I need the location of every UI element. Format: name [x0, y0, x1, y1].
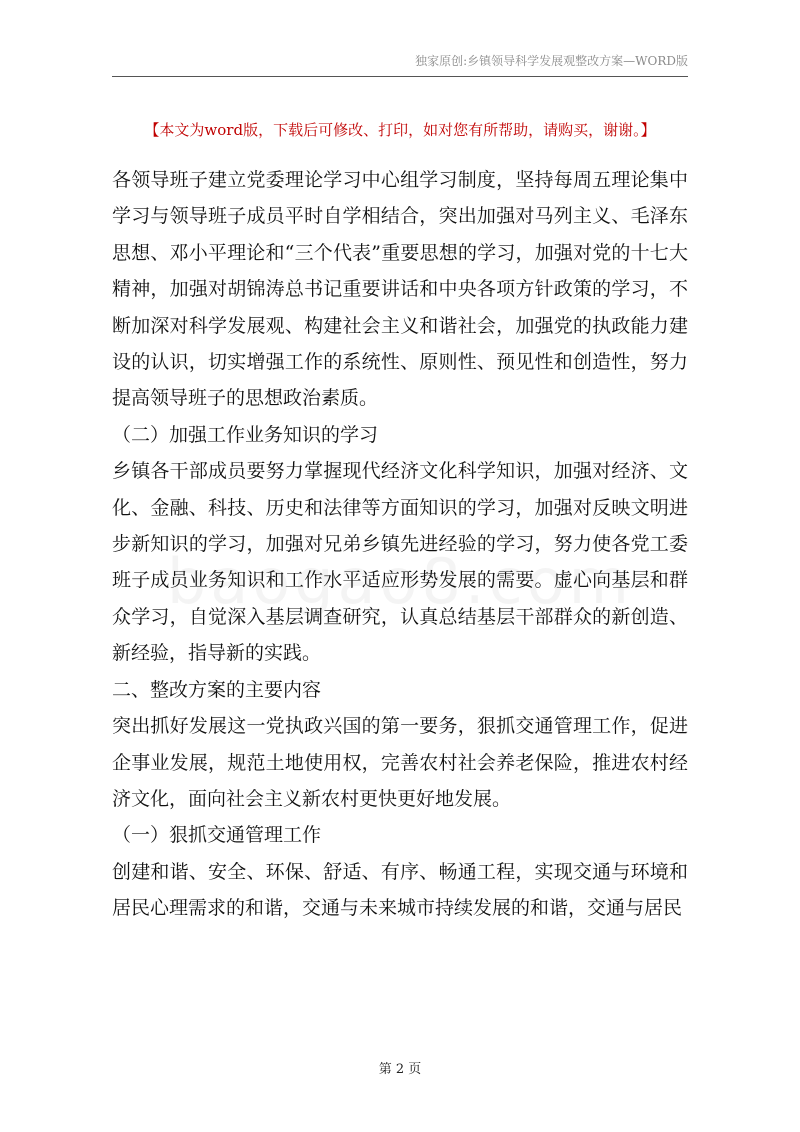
page-header — [112, 52, 688, 77]
header-title: 独家原创:乡镇领导科学发展观整改方案—WORD版 — [415, 54, 688, 68]
paragraph: 创建和谐、安全、环保、舒适、有序、畅通工程，实现交通与环境和居民心理需求的和谐，交通与未来城市持续发展的和谐，交通与居民 — [112, 860, 688, 920]
document-body — [112, 162, 688, 927]
page-number: 第 2 页 — [378, 1062, 422, 1077]
paragraph: 各领导班子建立党委理论学习中心组学习制度，坚持每周五理论集中学习与领导班子成员平时自学相结合，突出加强对马列主义、毛泽东思想、邓小平理论和“三个代表”重要思想的学习，加强对党的十七大精神，加强对胡锦涛总书记重要讲话和中央各项方针政策的学习，不断加深对科学发展观、构建社会主义和谐社会，加强党的执政能力建设的认识，切实增强工作的系统性、原则性、预见性和创造性，努力提高领导班子的思想政治素质。 — [112, 169, 688, 410]
paragraph: 突出抓好发展这一党执政兴国的第一要务，狠抓交通管理工作，促进企事业发展，规范土地使用权，完善农村社会养老保险，推进农村经济文化，面向社会主义新农村更快更好地发展。 — [112, 715, 688, 810]
section-heading: （一）狠抓交通管理工作 — [112, 824, 322, 847]
paragraph: 乡镇各干部成员要努力掌握现代经济文化科学知识，加强对经济、文化、金融、科技、历史和法律等方面知识的学习，加强对反映文明进步新知识的学习，加强对兄弟乡镇先进经验的学习，努力使各党工委班子成员业务知识和工作水平适应形势发展的需要。虚心向基层和群众学习，自觉深入基层调查研究，认真总结基层干部群众的新创造、新经验，指导新的实践。 — [112, 460, 688, 665]
download-notice: 【本文为word版，下载后可修改、打印，如对您有所帮助，请购买，谢谢。】 — [144, 121, 656, 139]
section-heading: （二）加强工作业务知识的学习 — [112, 423, 379, 446]
section-heading: 二、整改方案的主要内容 — [112, 678, 322, 701]
